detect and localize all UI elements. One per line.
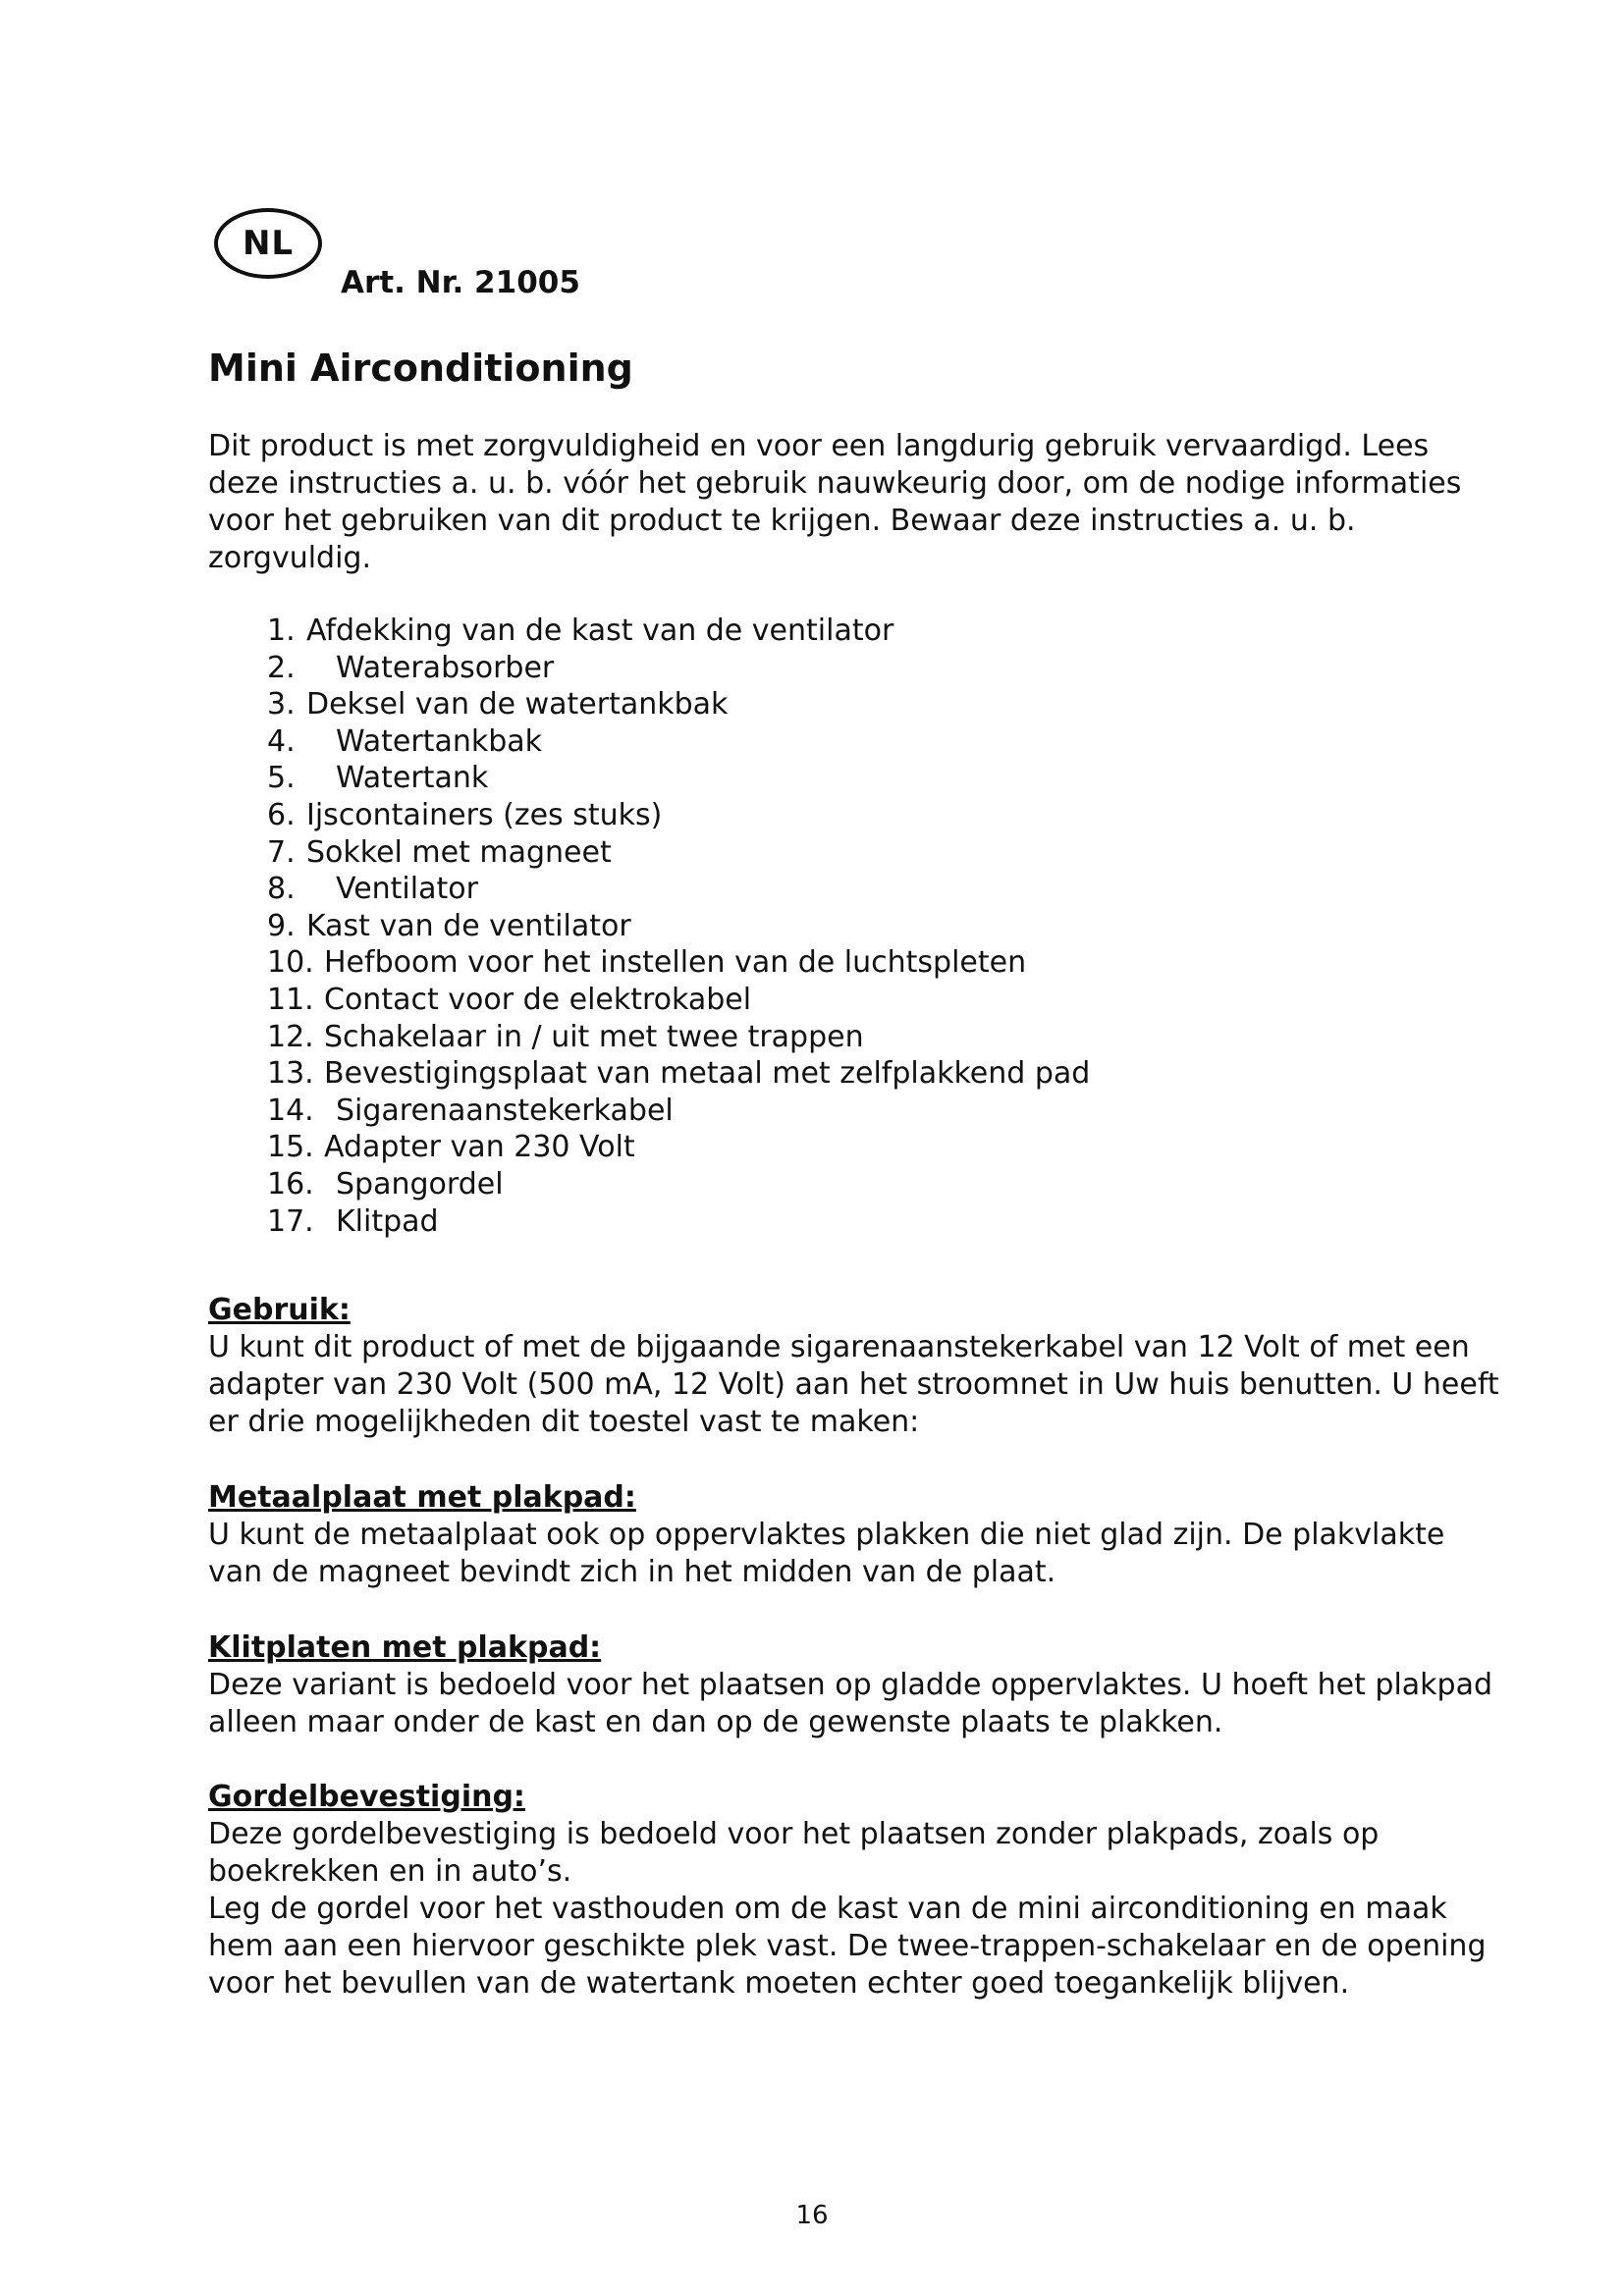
list-item <box>267 1203 1090 1241</box>
item-number: 7. <box>267 834 296 870</box>
section-text-klitplaten: Deze variant is bedoeld voor het plaatsen op gladde oppervlaktes. U hoeft het plakpad alleen maar onder de kast en dan op de gewenste plaats te plakken. <box>208 1668 1493 1739</box>
list-item <box>267 650 1090 687</box>
article-number: Art. Nr. 21005 <box>341 265 580 300</box>
item-number: 2. <box>267 650 296 685</box>
item-label: Contact voor de elektrokabel <box>324 982 752 1017</box>
item-number: 4. <box>267 723 296 759</box>
list-item <box>267 834 1090 872</box>
section-heading-gebruik: Gebruik: <box>208 1293 351 1327</box>
list-item <box>267 723 1090 761</box>
list-item <box>267 908 1090 945</box>
list-item <box>267 982 1090 1019</box>
list-item <box>267 1055 1090 1093</box>
list-item <box>267 797 1090 834</box>
item-label: Watertank <box>336 761 489 796</box>
section-heading-klitplaten: Klitplaten met plakpad: <box>208 1630 602 1665</box>
parts-list <box>267 613 1090 1240</box>
item-label: Ijscontainers (zes stuks) <box>306 797 663 832</box>
list-item <box>267 1093 1090 1130</box>
item-label: Afdekking van de kast van de ventilator <box>306 614 894 648</box>
item-label: Bevestigingsplaat van metaal met zelfplakkend pad <box>324 1056 1091 1092</box>
list-item <box>267 944 1090 982</box>
list-item <box>267 613 1090 650</box>
section-heading-gordel: Gordelbevestiging: <box>208 1780 525 1814</box>
item-label: Kast van de ventilator <box>306 908 631 943</box>
item-number: 14. <box>267 1093 314 1128</box>
item-label: Sokkel met magneet <box>306 834 612 870</box>
intro-paragraph: Dit product is met zorgvuldigheid en voor een langdurig gebruik vervaardigd. Lees deze instructies a. u. b. vóór het gebruik nauwkeurig door, om de nodige informaties voor het gebruiken van dit product te krijgen. Bewaar deze instructies a. u. b. zorgvuldig. <box>208 429 1462 575</box>
item-label: Hefboom voor het instellen van de luchtspleten <box>324 945 1027 981</box>
list-item <box>267 1166 1090 1203</box>
item-label: Spangordel <box>336 1166 504 1201</box>
page-title: Mini Airconditioning <box>208 347 633 390</box>
item-number: 3. <box>267 687 296 722</box>
item-number: 1. <box>267 614 296 648</box>
item-number: 6. <box>267 797 296 832</box>
item-label: Klitpad <box>336 1203 439 1239</box>
item-number: 5. <box>267 761 296 796</box>
section-text-gordel-1: Deze gordelbevestiging is bedoeld voor het plaatsen zonder plakpads, zoals op boekrekken en in auto’s. <box>208 1817 1380 1889</box>
item-number: 8. <box>267 872 296 907</box>
item-number: 10. <box>267 945 314 981</box>
section-text-gebruik: U kunt dit product of met de bijgaande sigarenaanstekerkabel van 12 Volt of met een adapter van 230 Volt (500 mA, 12 Volt) aan het stroomnet in Uw huis benutten. U heeft er drie mogelijkheden dit toestel vast te maken: <box>208 1330 1499 1439</box>
item-label: Deksel van de watertankbak <box>306 687 729 722</box>
item-number: 15. <box>267 1130 314 1165</box>
list-item <box>267 1019 1090 1056</box>
item-number: 17. <box>267 1203 314 1239</box>
section-heading-metaalplaat: Metaalplaat met plakpad: <box>208 1480 636 1515</box>
item-label: Watertankbak <box>336 723 543 759</box>
item-number: 16. <box>267 1166 314 1201</box>
page-number: 16 <box>795 2201 829 2230</box>
item-label: Ventilator <box>336 872 478 907</box>
item-label: Sigarenaanstekerkabel <box>336 1093 674 1128</box>
list-item <box>267 1129 1090 1166</box>
item-label: Waterabsorber <box>336 650 555 685</box>
list-item <box>267 760 1090 797</box>
section-text-metaalplaat: U kunt de metaalplaat ook op oppervlaktes plakken die niet glad zijn. De plakvlakte van de magneet bevindt zich in het midden van de plaat. <box>208 1518 1445 1589</box>
item-number: 9. <box>267 908 296 943</box>
item-number: 13. <box>267 1056 314 1092</box>
item-label: Adapter van 230 Volt <box>324 1130 635 1165</box>
item-label: Schakelaar in / uit met twee trappen <box>324 1019 864 1054</box>
item-number: 12. <box>267 1019 314 1054</box>
list-item <box>267 686 1090 723</box>
item-number: 11. <box>267 982 314 1017</box>
section-text-gordel-2: Leg de gordel voor het vasthouden om de kast van de mini airconditioning en maak hem aan een hiervoor geschikte plek vast. De twee-trappen-schakelaar en de opening voor het bevullen van de watertank moeten echter goed toegankelijk blijven. <box>208 1892 1487 2001</box>
country-badge: NL <box>214 208 322 279</box>
list-item <box>267 871 1090 908</box>
